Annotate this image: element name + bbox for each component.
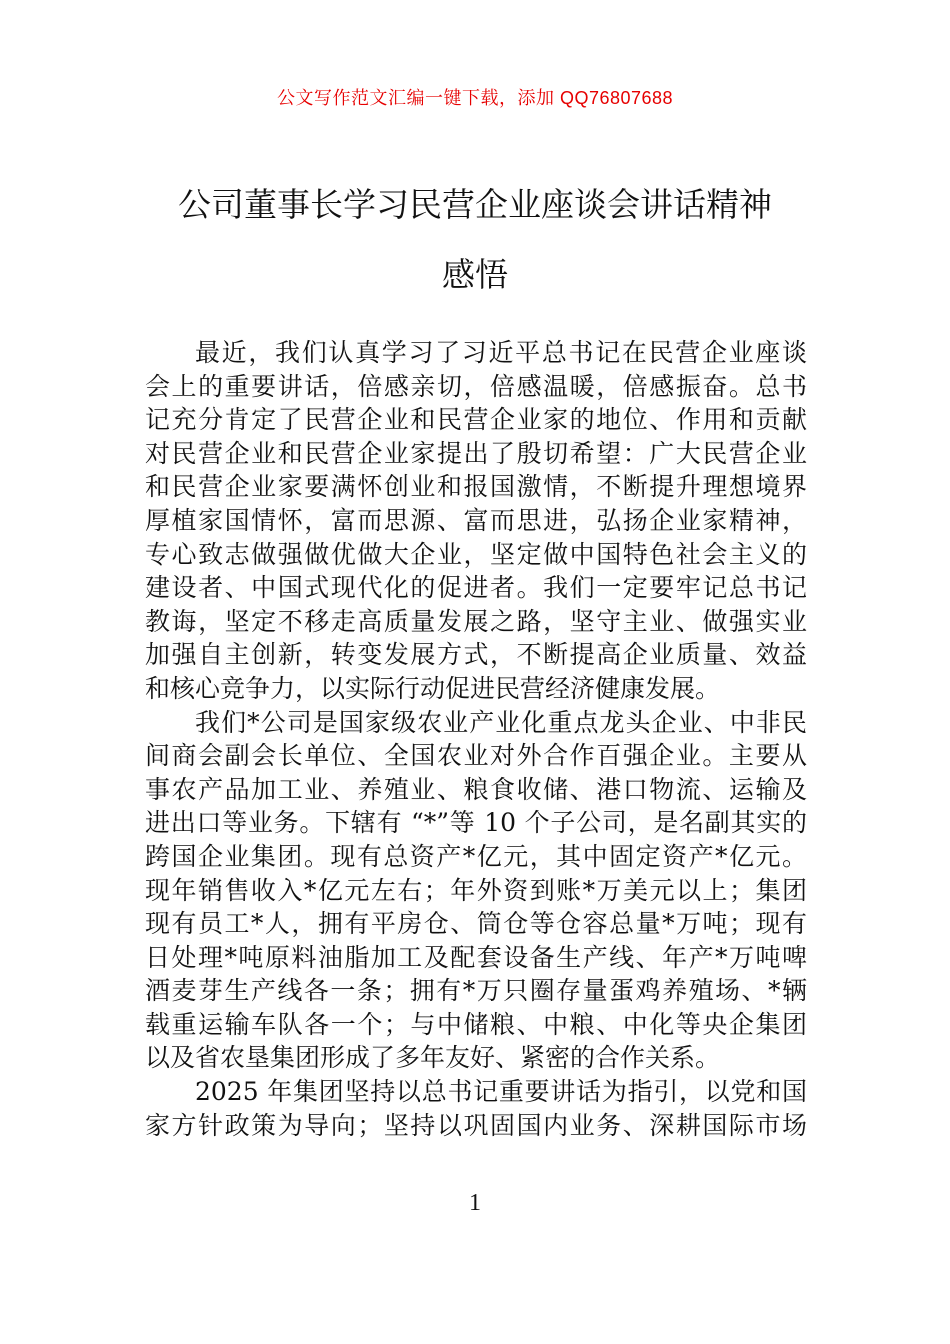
text-line: 最近，我们认真学习了习近平总书记在民营企业座谈 [195, 338, 807, 367]
promo-banner[interactable]: 公文写作范文汇编一键下载，添加 QQ76807688 [276, 88, 674, 108]
text-line: 载重运输车队各一个；与中储粮、中粮、中化等央企集团 [145, 1009, 807, 1039]
text-line: 对民营企业和民营企业家提出了殷切希望：广大民营企业 [145, 438, 807, 468]
text-line: 会上的重要讲话，倍感亲切，倍感温暖，倍感振奋。总书 [145, 371, 807, 401]
text-line: 日处理*吨原料油脂加工及配套设备生产线、年产*万吨啤 [145, 942, 807, 972]
text-line: 跨国企业集团。现有总资产*亿元，其中固定资产*亿元。 [145, 841, 807, 871]
text-line: 我们*公司是国家级农业产业化重点龙头企业、中非民 [195, 707, 807, 737]
title-line-1: 公司董事长学习民营企业座谈会讲话精神 [178, 185, 772, 224]
text-line: 教诲，坚定不移走高质量发展之路，坚守主业、做强实业 [145, 606, 807, 636]
document-title [145, 170, 805, 310]
text-line: 厚植家国情怀，富而思源、富而思进，弘扬企业家精神， [145, 505, 807, 535]
document-body [145, 336, 807, 1142]
text-line: 和核心竞争力，以实际行动促进民营经济健康发展。 [145, 673, 721, 703]
title-line-2: 感悟 [442, 255, 508, 294]
text-line: 进出口等业务。下辖有 “*”等 10 个子公司，是名副其实的 [145, 808, 807, 838]
text-line: 现年销售收入*亿元左右；年外资到账*万美元以上；集团 [145, 875, 807, 905]
text-line: 和民营企业家要满怀创业和报国激情，不断提升理想境界 [145, 472, 807, 502]
text-line: 事农产品加工业、养殖业、粮食收储、港口物流、运输及 [145, 774, 807, 804]
text-line: 建设者、中国式现代化的促进者。我们一定要牢记总书记 [145, 573, 807, 603]
text-line: 记充分肯定了民营企业和民营企业家的地位、作用和贡献 [145, 405, 807, 435]
paragraph-1 [145, 336, 807, 706]
text-line: 酒麦芽生产线各一条；拥有*万只圈存量蛋鸡养殖场、*辆 [145, 976, 807, 1006]
text-line: 家方针政策为导向；坚持以巩固国内业务、深耕国际市场 [145, 1110, 807, 1140]
text-line: 加强自主创新，转变发展方式，不断提高企业质量、效益 [145, 640, 807, 670]
paragraph-3 [145, 1075, 807, 1142]
page-number: 1 [469, 1190, 481, 1216]
text-line: 间商会副会长单位、全国农业对外合作百强企业。主要从 [145, 741, 807, 771]
text-line: 专心致志做强做优做大企业，坚定做中国特色社会主义的 [145, 539, 807, 569]
text-line: 以及省农垦集团形成了多年友好、紧密的合作关系。 [145, 1043, 721, 1073]
paragraph-2 [145, 706, 807, 1076]
text-line: 2025 年集团坚持以总书记重要讲话为指引，以党和国 [195, 1077, 807, 1107]
text-line: 现有员工*人，拥有平房仓、筒仓等仓容总量*万吨；现有 [145, 909, 807, 939]
